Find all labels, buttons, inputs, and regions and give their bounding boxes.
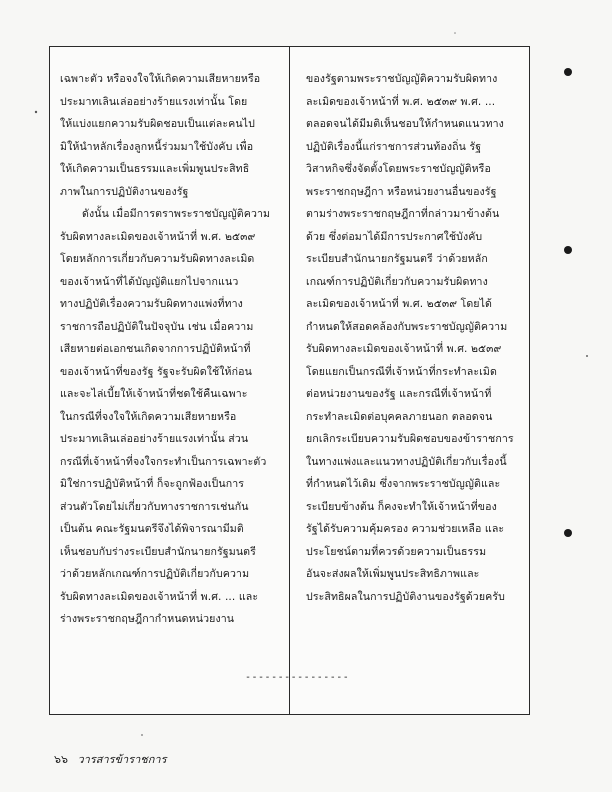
text-line: ร่างพระราชกฤษฎีกากำหนดหน่วยงาน (60, 613, 235, 625)
text-line: วิสาหกิจซึ่งจัดตั้งโดยพระราชบัญญัติหรือ (306, 163, 491, 175)
section-separator: ---------------- (245, 672, 350, 683)
text-line: ต่อหน่วยงานของรัฐ และกรณีที่เจ้าหน้าที่ (306, 388, 492, 400)
text-line: พระราชกฤษฎีกา หรือหน่วยงานอื่นของรัฐ (306, 185, 497, 198)
text-line: ว่าด้วยหลักเกณฑ์การปฏิบัติเกี่ยวกับความ (60, 568, 250, 580)
text-line: อันจะส่งผลให้เพิ่มพูนประสิทธิภาพและ (306, 568, 480, 580)
text-line: เป็นต้น คณะรัฐมนตรีจึงได้พิจารณามีมติ (60, 523, 244, 535)
text-line: ตลอดจนได้มีมติเห็นชอบให้กำหนดแนวทาง (306, 118, 504, 130)
binding-hole-mark (564, 529, 572, 537)
text-line: ทางปฏิบัติเรื่องความรับผิดทางแพ่งที่ทาง (60, 298, 243, 310)
text-line: ระเบียบข้างต้น ก็คงจะทำให้เจ้าหน้าที่ของ (306, 500, 497, 513)
publication-title: วารสารข้าราชการ (77, 753, 167, 766)
text-line: ละเมิดของเจ้าหน้าที่ พ.ศ. ๒๕๓๙ พ.ศ. ... (306, 95, 496, 108)
text-line: ละเมิดของเจ้าหน้าที่ พ.ศ. ๒๕๓๙ โดยได้ (306, 298, 493, 310)
text-line: ตามร่างพระราชกฤษฎีกาที่กล่าวมาข้างต้น (306, 208, 500, 220)
text-line: ดังนั้น เมื่อมีการตราพระราชบัญญัติความ (82, 208, 271, 220)
text-line: รับผิดทางละเมิดของเจ้าหน้าที่ พ.ศ. ๒๕๓๙ (60, 230, 256, 243)
binding-hole-mark (564, 68, 572, 76)
text-line: รับผิดทางละเมิดของเจ้าหน้าที่ พ.ศ. ๒๕๓๙ (306, 343, 502, 355)
page-number: ๖๖ (54, 753, 68, 766)
text-line: และจะไล่เบี้ยให้เจ้าหน้าที่ชดใช้คืนเฉพาะ (60, 388, 248, 400)
text-line: ประมาทเลินเล่ออย่างร้ายแรงเท่านั้น โดย (60, 95, 248, 108)
text-line: เกณฑ์การปฏิบัติเกี่ยวกับความรับผิดทาง (306, 275, 488, 288)
text-line: ราชการถือปฏิบัติในปัจจุบัน เช่น เมื่อความ (60, 320, 254, 333)
text-line: ในทางแพ่งและแนวทางปฏิบัติเกี่ยวกับเรื่องนี้ (306, 455, 507, 468)
text-line: ภาพในการปฏิบัติงานของรัฐ (60, 185, 189, 198)
text-line: ให้แบ่งแยกความรับผิดชอบเป็นแต่ละคนไป (60, 118, 255, 130)
text-line: กระทำละเมิดต่อบุคคลภายนอก ตลอดจน (306, 410, 493, 423)
text-line: ด้วย ซึ่งต่อมาได้มีการประกาศใช้บังคับ (306, 230, 483, 243)
text-line: เห็นชอบกับร่างระเบียบสำนักนายกรัฐมนตรี (60, 545, 256, 558)
text-line: มิให้นำหลักเรื่องลูกหนี้ร่วมมาใช้บังคับ เพื่อ (60, 140, 254, 153)
text-line: เสียหายต่อเอกชนเกิดจากการปฏิบัติหน้าที่ (60, 343, 251, 355)
text-line: ของเจ้าหน้าที่ของรัฐ รัฐจะรับผิดใช้ให้ก่อน (60, 365, 252, 378)
binding-hole-mark (564, 246, 572, 254)
text-line: เฉพาะตัว หรือจงใจให้เกิดความเสียหายหรือ (60, 73, 261, 85)
text-line: ยกเลิกระเบียบความรับผิดชอบของข้าราชการ (306, 433, 514, 445)
text-line: ที่กำหนดไว้เดิม ซึ่งจากพระราชบัญญัติและ (306, 478, 501, 490)
text-line: รัฐได้รับความคุ้มครอง ความช่วยเหลือ และ (306, 523, 505, 535)
text-line: มิใช่การปฏิบัติหน้าที่ ก็จะถูกฟ้องเป็นการ (60, 478, 245, 490)
text-line: โดยหลักการเกี่ยวกับความรับผิดทางละเมิด (60, 253, 255, 265)
column-divider (289, 46, 290, 715)
text-line: ปฏิบัติเรื่องนี้แก่ราชการส่วนท้องถิ่น รัฐ (306, 140, 482, 153)
text-line: กรณีที่เจ้าหน้าที่จงใจกระทำเป็นการเฉพาะตัว (60, 455, 267, 468)
text-line: ประมาทเลินเล่ออย่างร้ายแรงเท่านั้น ส่วน (60, 433, 249, 445)
page-footer (54, 750, 167, 768)
right-column (306, 68, 524, 608)
text-line: ระเบียบสำนักนายกรัฐมนตรี ว่าด้วยหลัก (306, 253, 488, 265)
text-line: ประโยชน์ตามที่ควรด้วยความเป็นธรรม (306, 545, 487, 558)
text-line: กำหนดให้สอดคล้องกับพระราชบัญญัติความ (306, 320, 508, 333)
text-line: รับผิดทางละเมิดของเจ้าหน้าที่ พ.ศ. ... และ (60, 590, 259, 603)
text-line: ประสิทธิผลในการปฏิบัติงานของรัฐด้วยครับ (306, 590, 505, 603)
text-line: ให้เกิดความเป็นธรรมและเพิ่มพูนประสิทธิ (60, 163, 250, 175)
text-line: ในกรณีที่จงใจให้เกิดความเสียหายหรือ (60, 410, 237, 423)
text-line: ของรัฐตามพระราชบัญญัติความรับผิดทาง (306, 73, 498, 85)
text-line: ส่วนตัวโดยไม่เกี่ยวกับทางราชการเช่นกัน (60, 500, 249, 513)
text-line: โดยแยกเป็นกรณีที่เจ้าหน้าที่กระทำละเมิด (306, 365, 497, 378)
text-line: ของเจ้าหน้าที่ได้บัญญัติแยกไปจากแนว (60, 275, 239, 288)
left-column (60, 68, 278, 631)
